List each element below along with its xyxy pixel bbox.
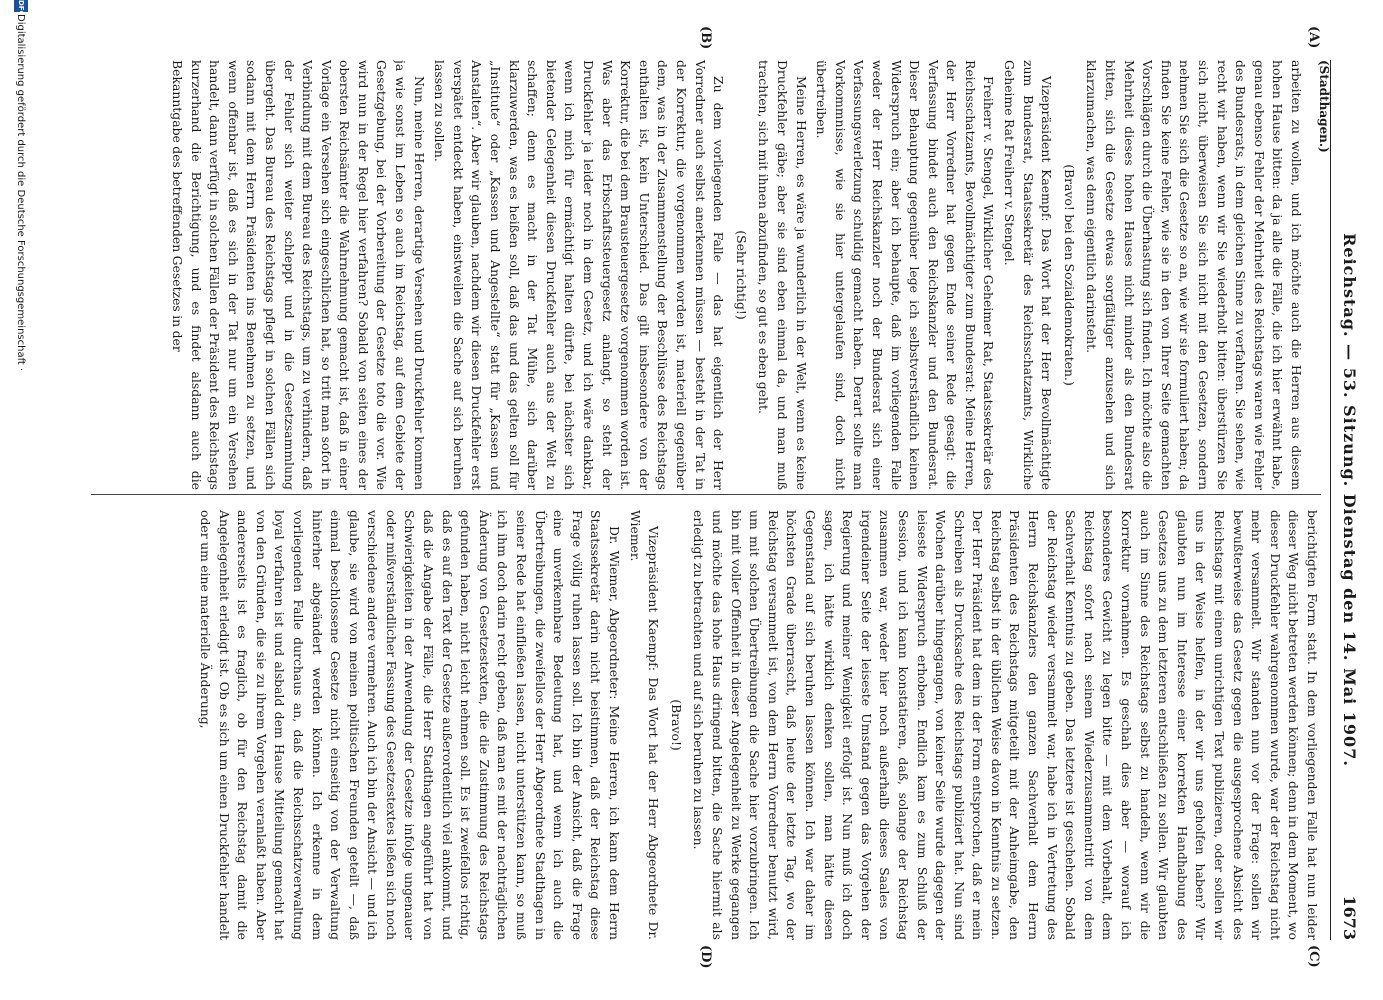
margin-mark-d: (D) (698, 945, 713, 969)
applause-note: (Bravo! bei den Sozialdemokraten.) (1061, 164, 1077, 386)
margin-mark-a: (A) (1306, 26, 1321, 49)
page-number: 1673 (1340, 895, 1359, 940)
paragraph: berichtigten Form statt. In dem vorliegenden Falle hat nun leider dieser Weg nicht betreten werden können; denn in dem Moment, wo dieser Druckfehler wahrgenommen wurde, war der Reichstag nicht mehr versammelt. Wir standen nun vor der Frage: sollen wir bewußterweise das Gesetz gegen die ausgesprochene Absicht des Reichstags mit einem unrichtigen Text publizieren, oder sollen wir uns in der Weise helfen, in der wir uns geholfen haben? Wir glaubten nun im Interesse einer korrekten Handhabung des Gesetzes uns zu dem letzteren entschließen zu sollen. Wir glaubten auch im Sinne des Reichstags selbst zu handeln, wenn wir die Korrektur vornahmen. Es geschah dies aber — worauf ich besonderes Gewicht zu legen bitte — mit dem Vorbehalt, dem Reichstag sofort nach seinem Wiederzusammentritt von dem Sachverhalt Kenntnis zu geben. Das letztere ist geschehen. Sobald der Reichstag wieder versammelt war, habe ich in Vertretung des Herrn Reichskanzlers den ganzen Sachverhalt dem Herrn Präsidenten des Reichstags mitgeteilt mit der Anheimgabe, den Reichstag selbst in der üblichen Weise davon in Kenntnis zu setzen. Der Herr Präsident hat dem in der Form entsprochen, daß er mein Schreiben als Drucksache des Reichstags publiziert hat. Nun sind Wochen darüber hingegangen, von keiner Seite wurde dagegen der leiseste Widerspruch erhoben. Endlich kam es zum Schluß der Session, und ich kann konstatieren, daß, solange der Reichstag zusammen war, weder hier noch außerhalb dieses Saales von irgendeiner Seite der leiseste Umstand gegen das Vorgehen der Regierung und meiner Wenigkeit erfolgt ist. Nun muß ich doch sagen, ich hätte wirklich denken sollen, man hätte diesen Gegenstand auf sich beruhen lassen können. Ich war daher im höchsten Grade überrascht, daß heute der letzte Tag, wo der Reichstag versammelt ist, von dem Herrn Vorredner benutzt wird, um mit solchen Übertreibungen die Sache hier vorzubringen. Ich bin mit voller Offenheit in dieser Angelegenheit zu Werke gegangen und möchte das hohe Haus dringend bitten, die Sache hiermit als erledigt zu betrachten und auf sich beruhen zu lassen. (691, 510, 1320, 940)
left-column (91, 60, 1321, 490)
paragraph: Meine Herren, es wäre ja wunderlich in der Welt, wenn es keine Druckfehler gäbe; aber sie sind eben einmal da, und man muß trachten, sich mit ihnen abzufinden, so gut es eben geht. (756, 60, 809, 490)
page-title: Reichstag. — 53. Sitzung. Dienstag den 14. Mai 1907. (1340, 233, 1359, 767)
dfg-logo-icon: DFG (14, 0, 28, 12)
margin-mark-c: (C) (1306, 945, 1321, 968)
applause-note: (Sehr richtig!) (733, 230, 749, 320)
paragraph: Vizepräsident Kaempf: Das Wort hat der Herr Abgeordnete Dr. Wiemer. (627, 510, 662, 940)
header-rule (1330, 60, 1331, 940)
digitization-footer (9, 0, 31, 1000)
margin-mark-b: (B) (698, 26, 713, 50)
paragraph: Nun, meine Herren, derartige Versehen und Druckfehler kommen ja wie sonst im Leben so auch im Reichstag, auf dem Gebiete der Gesetzgebung, bei der Vorbereitung der Gesetze toto die vor. Wie wird nun in der Regel hier verfahren? Sobald von seiten eines der obersten Reichsämter die Wahrnehmung gemacht ist, daß in einer Vorlage ein Versehen sich eingeschlichen hat, so tritt man sofort in Verbindung mit dem Bureau des Reichstags, um zu verhindern, daß der Fehler sich weiter schleppt und in die Gesetzsammlung übergeht. Das Bureau des Reichstags pflegt in solchen Fällen sich sodann mit dem Herrn Präsidenten ins Benehmen zu setzen, und wenn offenbar ist, daß es sich in der Tat nur um ein Versehen handelt, dann verfügt in solchen Fällen der Präsident des Reichstags kurzerhand die Berichtigung, und es findet alsdann auch die Bekanntgabe des betreffenden Gesetzes in der (169, 60, 427, 490)
footer-text: Digitalisierung gefördert durch die Deutsche Forschungsgemeinschaft · (15, 14, 26, 372)
applause-note: (Bravo!) (668, 699, 684, 751)
paragraph: Freiherr v. Stengel, Wirklicher Geheimer Rat, Staatssekretär des Reichsschatzamts, Bevollmächtigter zum Bundesrat: Meine Herren, der Herr Vorredner hat gegen Ende seiner Rede gesagt: die Verfassung bindet auch den Reichskanzler und den Bundesrat. Dieser Behauptung gegenüber lege ich selbstverständlich keinen Widerspruch ein; aber ich behaupte, daß im vorliegenden Falle weder der Herr Reichskanzler noch der Bundesrat sich einer Verfassungsverletzung schuldig gemacht haben. Derart sollte man Vorkommnisse, wie sie hier untergelaufen sind, doch nicht übertreiben. (814, 60, 997, 490)
right-column (91, 510, 1321, 940)
speaker-note: (Stadthagen.) (1317, 60, 1331, 153)
column-divider (91, 494, 1321, 495)
paragraph: arbeiten zu wollen, und ich möchte auch die Herren aus diesem hohen Hause bitten: da ja alle die Fälle, die ich hier erwähnt habe, genau ebenso Fehler der Mehrheit des Reichstags waren wie Fehler des Bundesrats, in dem gleichen Sinne zu verfahren. Sie sehen, wie recht wir haben, wenn wir Sie wiederholt bitten: überstürzen Sie sich nicht, überweisen Sie sich nicht mit den Gesetzen, sondern nehmen Sie sich die Gesetze so an, wie wir sie formuliert haben; da finden Sie keine Fehler, wie sie in den von Ihrer Seite gemachten Vorschlägen durch die Überhastung sich finden. Ich möchte also die Mehrheit dieses hohen Hauses nicht minder als den Bundesrat bitten, sich die Gesetze etwas sorgfältiger anzusehen und sich klarzumachen, was denn eigentlich darinsteht. (1084, 60, 1304, 490)
page-header (1317, 60, 1363, 940)
paragraph: Vizepräsident Kaempf: Das Wort hat der Herr Bevollmächtigte zum Bundesrat, Staatssekretär des Reichsschatzamts, Wirkliche Geheime Rat Freiherr v. Stengel. (1002, 60, 1055, 490)
paragraph: Zu dem vorliegenden Falle — das hat eigentlich der Herr Vorredner auch selbst anerkennen müssen — besteht in der Tat in der Korrektur, die vorgenommen worden ist, materiell gegenüber dem, was in der Zusammenstellung der Beschlüsse des Reichstags enthalten ist, kein Unterschied. Das gilt insbesondere von der Korrektur, die bei dem Brausteuergesetze vorgenommen worden ist. Was aber das Erbschaftssteuergesetz anlangt, so steht der Druckfehler ja leider noch in dem Gesetz, und ich wäre dankbar, wenn ich mich für ermächtigt halten dürfte, bei nächster sich bietender Gelegenheit diesen Druckfehler auch aus der Welt zu schaffen; denn es macht in der Tat Mühe, sich darüber klarzuwerden, was es heißen soll, daß das und das gelten soll für „Institute“ oder „Kassen und Angestellte“ statt für „Kassen und Anstalten“. Aber wir glauben, nachdem wir diesen Druckfehler erst verspätet entdeckt haben, einstweilen die Sache auf sich beruhen lassen zu sollen. (432, 60, 727, 490)
paragraph: Dr. Wiemer, Abgeordneter: Meine Herren, ich kann dem Herrn Staatssekretär darin nicht beistimmen, daß der Reichstag diese Frage völlig ruhen lassen soll. Ich bin der Ansicht, daß die Frage eine unverkennbare Bedeutung hat, und wenn ich auch die Übertreibungen, die zweifellos der Herr Abgeordnete Stadthagen in seiner Rede hat einfließen lassen, nicht unterstützen kann, so muß ich ihm doch darin recht geben, daß man es mit der nachträglichen Änderung von Gesetzestexten, die die Zustimmung des Reichstags gefunden haben, nicht leicht nehmen soll. Es ist zweifellos richtig, daß es auf den Text der Gesetze außerordentlich viel ankommt, und daß die Angabe der Fälle, die Herr Stadthagen angeführt hat von Schwierigkeiten in der Anwendung der Gesetze infolge ungenauer oder mißverständlicher Fassung des Gesetzestextes ließen sich noch verschiedene andere vermehren. Auch ich bin der Ansicht — und ich glaube, sie wird von meinen politischen Freunden geteilt —, daß einmal beschlossene Gesetze nicht einseitig von der Verwaltung hinterher abgeändert werden können. Ich erkenne in dem vorliegenden Falle durchaus an, daß die Reichsschatzverwaltung loyal verfahren ist und alsbald dem Hause Mitteilung gemacht hat von den Gründen, die sie zu ihrem Vorgehen veranlaßt haben. Aber andererseits ist es fraglich, ob für den Reichstag damit die Angelegenheit erledigt ist. Ob es sich um einen Druckfehler handelt oder um eine materielle Änderung, (197, 510, 623, 940)
